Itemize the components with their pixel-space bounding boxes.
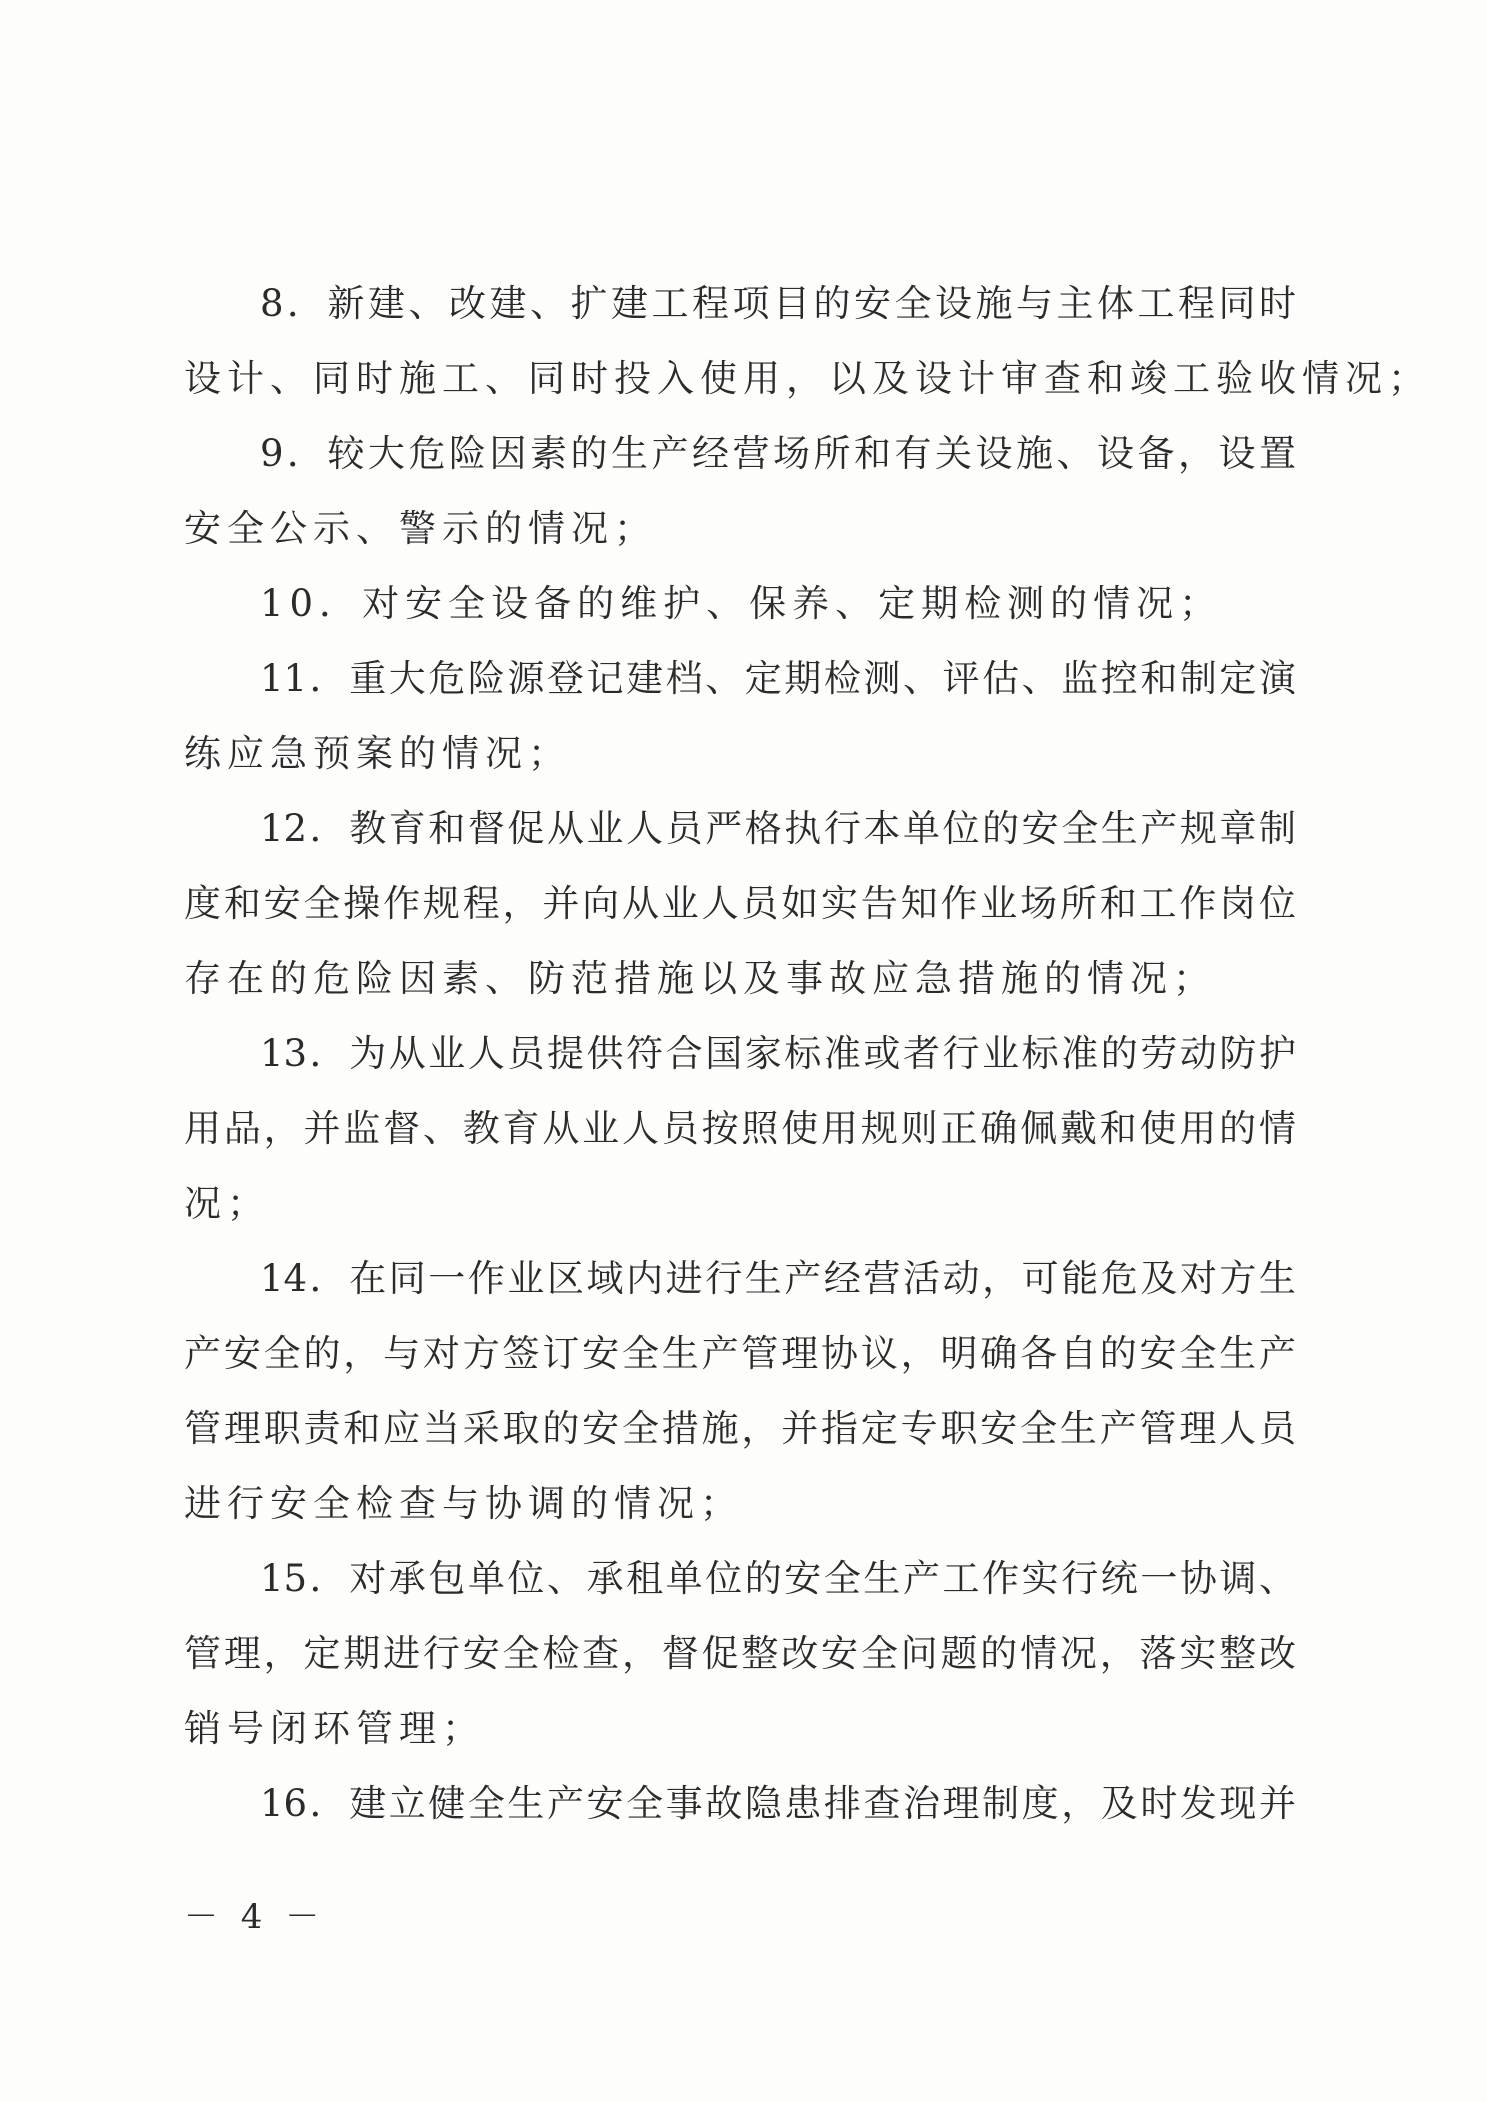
text-line: 度和安全操作规程，并向从业人员如实告知作业场所和工作岗位 [184, 882, 1296, 925]
page-number: － 4 － [184, 1897, 326, 1937]
text-line: 练应急预案的情况； [184, 732, 571, 775]
text-line: 进行安全检查与协调的情况； [184, 1482, 743, 1525]
text-line: 11．重大危险源登记建档、定期检测、评估、监控和制定演 [260, 657, 1296, 700]
text-line: 12．教育和督促从业人员严格执行本单位的安全生产规章制 [260, 807, 1296, 850]
text-line: 9．较大危险因素的生产经营场所和有关设施、设备，设置 [260, 432, 1296, 475]
text-line: 8．新建、改建、扩建工程项目的安全设施与主体工程同时 [260, 282, 1296, 325]
text-line: 产安全的，与对方签订安全生产管理协议，明确各自的安全生产 [184, 1332, 1296, 1375]
text-line: 14．在同一作业区域内进行生产经营活动，可能危及对方生 [260, 1257, 1296, 1300]
text-line: 况； [184, 1182, 270, 1225]
body-text [184, 266, 1431, 1841]
text-line: 管理，定期进行安全检查，督促整改安全问题的情况，落实整改 [184, 1632, 1296, 1675]
text-line: 10．对安全设备的维护、保养、定期检测的情况； [260, 582, 1223, 625]
text-line: 16．建立健全生产安全事故隐患排查治理制度，及时发现并 [260, 1782, 1296, 1825]
text-line: 安全公示、警示的情况； [184, 507, 657, 550]
text-line: 存在的危险因素、防范措施以及事故应急措施的情况； [184, 957, 1216, 1000]
text-line: 设计、同时施工、同时投入使用，以及设计审查和竣工验收情况； [184, 357, 1431, 400]
text-line: 销号闭环管理； [184, 1707, 485, 1750]
text-line: 13．为从业人员提供符合国家标准或者行业标准的劳动防护 [260, 1032, 1296, 1075]
text-line: 管理职责和应当采取的安全措施，并指定专职安全生产管理人员 [184, 1407, 1296, 1450]
text-line: 15．对承包单位、承租单位的安全生产工作实行统一协调、 [260, 1557, 1296, 1600]
text-line: 用品，并监督、教育从业人员按照使用规则正确佩戴和使用的情 [184, 1107, 1296, 1150]
